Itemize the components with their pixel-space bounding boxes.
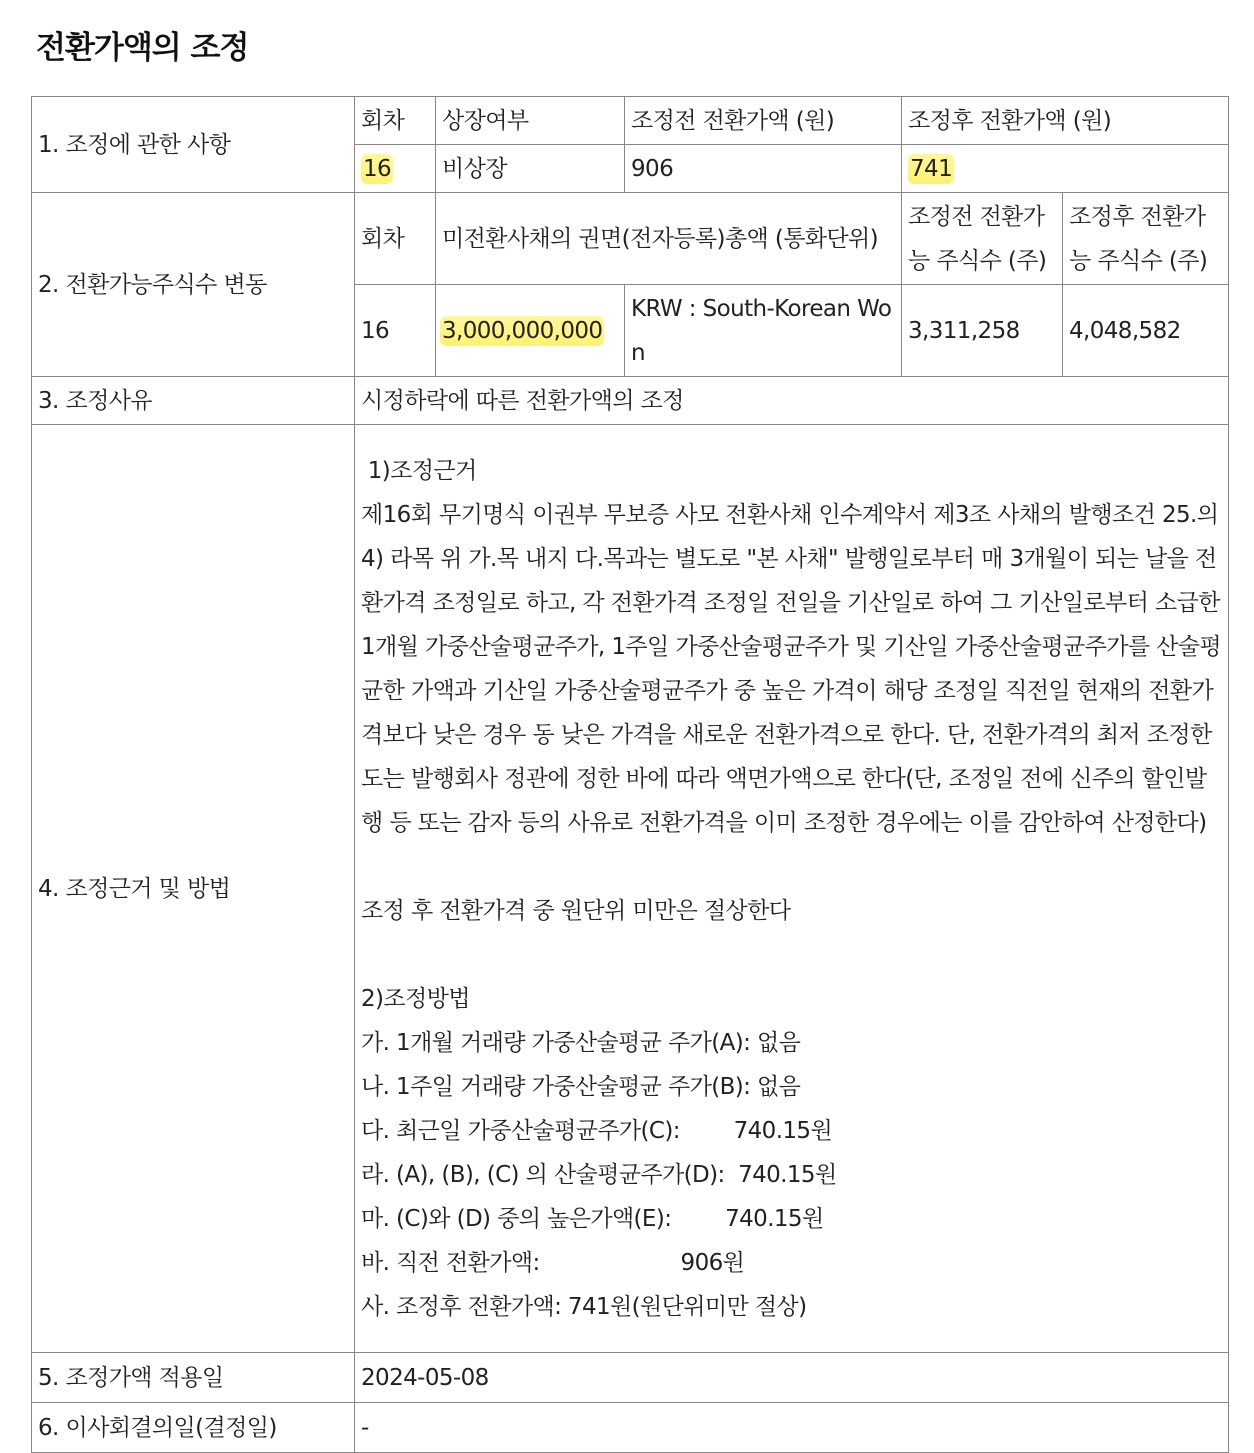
- basis-heading: 1)조정근거: [361, 457, 477, 484]
- spacer: [361, 933, 1222, 977]
- section2-currency-value: KRW : South-Korean Won: [625, 285, 902, 377]
- method-line-e: 마. (C)와 (D) 중의 높은가액(E): 740.15원: [361, 1205, 824, 1232]
- section5-row: [32, 1353, 1229, 1403]
- section1-after-price-value: 741: [910, 155, 953, 182]
- method-line-a: 가. 1개월 거래량 가중산술평균 주가(A): 없음: [361, 1029, 801, 1056]
- section2-header-round: 회차: [355, 193, 436, 285]
- rounding-note: 조정 후 전환가격 중 원단위 미만은 절상한다: [361, 897, 791, 924]
- section1-header-row: [32, 97, 1229, 145]
- section4-label: 4. 조정근거 및 방법: [32, 425, 355, 1353]
- method-line-c: 다. 최근일 가중산술평균주가(C): 740.15원: [361, 1117, 833, 1144]
- section4-content: [355, 425, 1229, 1353]
- section2-before-shares-value: 3,311,258: [902, 285, 1063, 377]
- section2-header-row: [32, 193, 1229, 285]
- section4-row: [32, 425, 1229, 1353]
- section2-header-after-shares: 조정후 전환가능 주식수 (주): [1063, 193, 1229, 285]
- section3-row: [32, 377, 1229, 425]
- method-line-d: 라. (A), (B), (C) 의 산술평균주가(D): 740.15원: [361, 1161, 837, 1188]
- section1-header-after-price: 조정후 전환가액 (원): [902, 97, 1229, 145]
- section5-value: 2024-05-08: [355, 1353, 1229, 1403]
- section1-round-value: 16: [363, 155, 392, 182]
- section1-header-listing: 상장여부: [436, 97, 625, 145]
- section2-header-amount: 미전환사채의 권면(전자등록)총액 (통화단위): [436, 193, 902, 285]
- section1-round-cell: [355, 145, 436, 193]
- section2-amount-cell: [436, 285, 625, 377]
- page-title: 전환가액의 조정: [36, 30, 249, 66]
- section6-label: 6. 이사회결의일(결정일): [32, 1403, 355, 1453]
- section1-header-before-price: 조정전 전환가액 (원): [625, 97, 902, 145]
- basis-text: 제16회 무기명식 이권부 무보증 사모 전환사채 인수계약서 제3조 사채의 발행조건 25.의 4) 라목 위 가.목 내지 다.목과는 별도로 "본 사채" 발행일로부터 매 3개월이 되는 날을 전환가격 조정일로 하고, 각 전환가격 조정일 전일을 기산일로 하여 그 기산일로부터 소급한 1개월 가중산술평균주가, 1주일 가중산술평균주가 및 기산일 가중산술평균주가를 산술평균한 가액과 기산일 가중산술평균주가 중 높은 가격이 해당 조정일 직전일 현재의 전환가격보다 낮은 경우 동 낮은 가격을 새로운 전환가격으로 한다. 단, 전환가격의 최저 조정한도는 발행회사 정관에 정한 바에 따라 액면가액으로 한다(단, 조정일 전에 신주의 할인발행 등 또는 감자 등의 사유로 전환가격을 이미 조정한 경우에는 이를 감안하여 산정한다): [361, 501, 1222, 836]
- section2-after-shares-value: 4,048,582: [1063, 285, 1229, 377]
- section2-amount-value: 3,000,000,000: [442, 317, 603, 344]
- section1-header-round: 회차: [355, 97, 436, 145]
- section5-label: 5. 조정가액 적용일: [32, 1353, 355, 1403]
- method-line-b: 나. 1주일 거래량 가중산술평균 주가(B): 없음: [361, 1073, 801, 1100]
- section1-listing-value: 비상장: [436, 145, 625, 193]
- section2-round-value: 16: [355, 285, 436, 377]
- section3-label: 3. 조정사유: [32, 377, 355, 425]
- section1-after-price-cell: [902, 145, 1229, 193]
- method-line-g: 사. 조정후 전환가액: 741원(원단위미만 절상): [361, 1293, 807, 1320]
- section1-before-price-value: 906: [625, 145, 902, 193]
- method-heading: 2)조정방법: [361, 985, 470, 1012]
- section2-label: 2. 전환가능주식수 변동: [32, 193, 355, 377]
- section3-value: 시정하락에 따른 전환가액의 조정: [355, 377, 1229, 425]
- spacer: [361, 845, 1222, 889]
- section1-label: 1. 조정에 관한 사항: [32, 97, 355, 193]
- adjustment-table: [31, 96, 1229, 1453]
- section2-header-before-shares: 조정전 전환가능 주식수 (주): [902, 193, 1063, 285]
- section6-value: -: [355, 1403, 1229, 1453]
- method-line-f: 바. 직전 전환가액: 906원: [361, 1249, 745, 1276]
